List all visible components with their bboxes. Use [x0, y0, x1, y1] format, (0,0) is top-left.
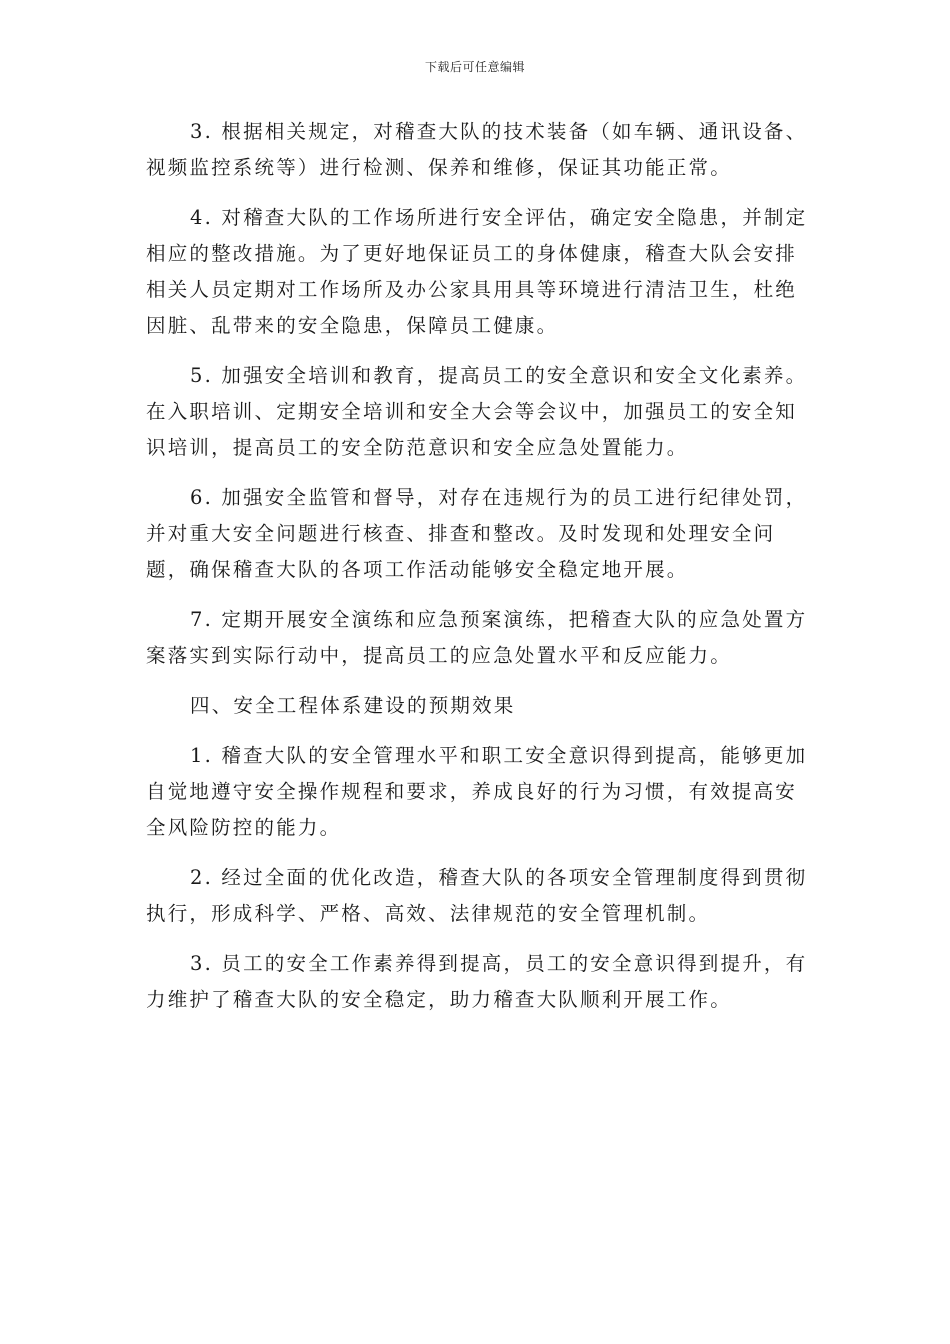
paragraph-item-5-training: 5. 加强安全培训和教育，提高员工的安全意识和安全文化素养。在入职培训、定期安全培训和安全大会等会议中，加强员工的安全知识培训，提高员工的安全防范意识和安全应急处置能力。 — [146, 364, 808, 459]
paragraph-item-3-equipment: 3. 根据相关规定，对稽查大队的技术装备（如车辆、通讯设备、视频监控系统等）进行检测、保养和维修，保证其功能正常。 — [146, 120, 808, 179]
section-heading-expected-effects: 四、安全工程体系建设的预期效果 — [190, 694, 516, 717]
page-header-note: 下载后可任意编辑 — [424, 60, 525, 74]
paragraph-effect-3: 3. 员工的安全工作素养得到提高，员工的安全意识得到提升，有力维护了稽查大队的安全稳定，助力稽查大队顺利开展工作。 — [146, 952, 808, 1011]
paragraph-item-4-workplace: 4. 对稽查大队的工作场所进行安全评估，确定安全隐患，并制定相应的整改措施。为了更好地保证员工的身体健康，稽查大队会安排相关人员定期对工作场所及办公家具用具等环境进行清洁卫生，杜绝因脏、乱带来的安全隐患，保障员工健康。 — [146, 206, 808, 337]
document-body — [146, 114, 816, 1032]
paragraph-item-6-supervision: 6. 加强安全监管和督导，对存在违规行为的员工进行纪律处罚，并对重大安全问题进行核查、排查和整改。及时发现和处理安全问题，确保稽查大队的各项工作活动能够安全稳定地开展。 — [146, 486, 808, 581]
paragraph-effect-1: 1. 稽查大队的安全管理水平和职工安全意识得到提高，能够更加自觉地遵守安全操作规程和要求，养成良好的行为习惯，有效提高安全风险防控的能力。 — [146, 744, 808, 839]
paragraph-effect-2: 2. 经过全面的优化改造，稽查大队的各项安全管理制度得到贯彻执行，形成科学、严格、高效、法律规范的安全管理机制。 — [146, 866, 808, 925]
paragraph-item-7-drills: 7. 定期开展安全演练和应急预案演练，把稽查大队的应急处置方案落实到实际行动中，提高员工的应急处置水平和反应能力。 — [146, 608, 808, 667]
